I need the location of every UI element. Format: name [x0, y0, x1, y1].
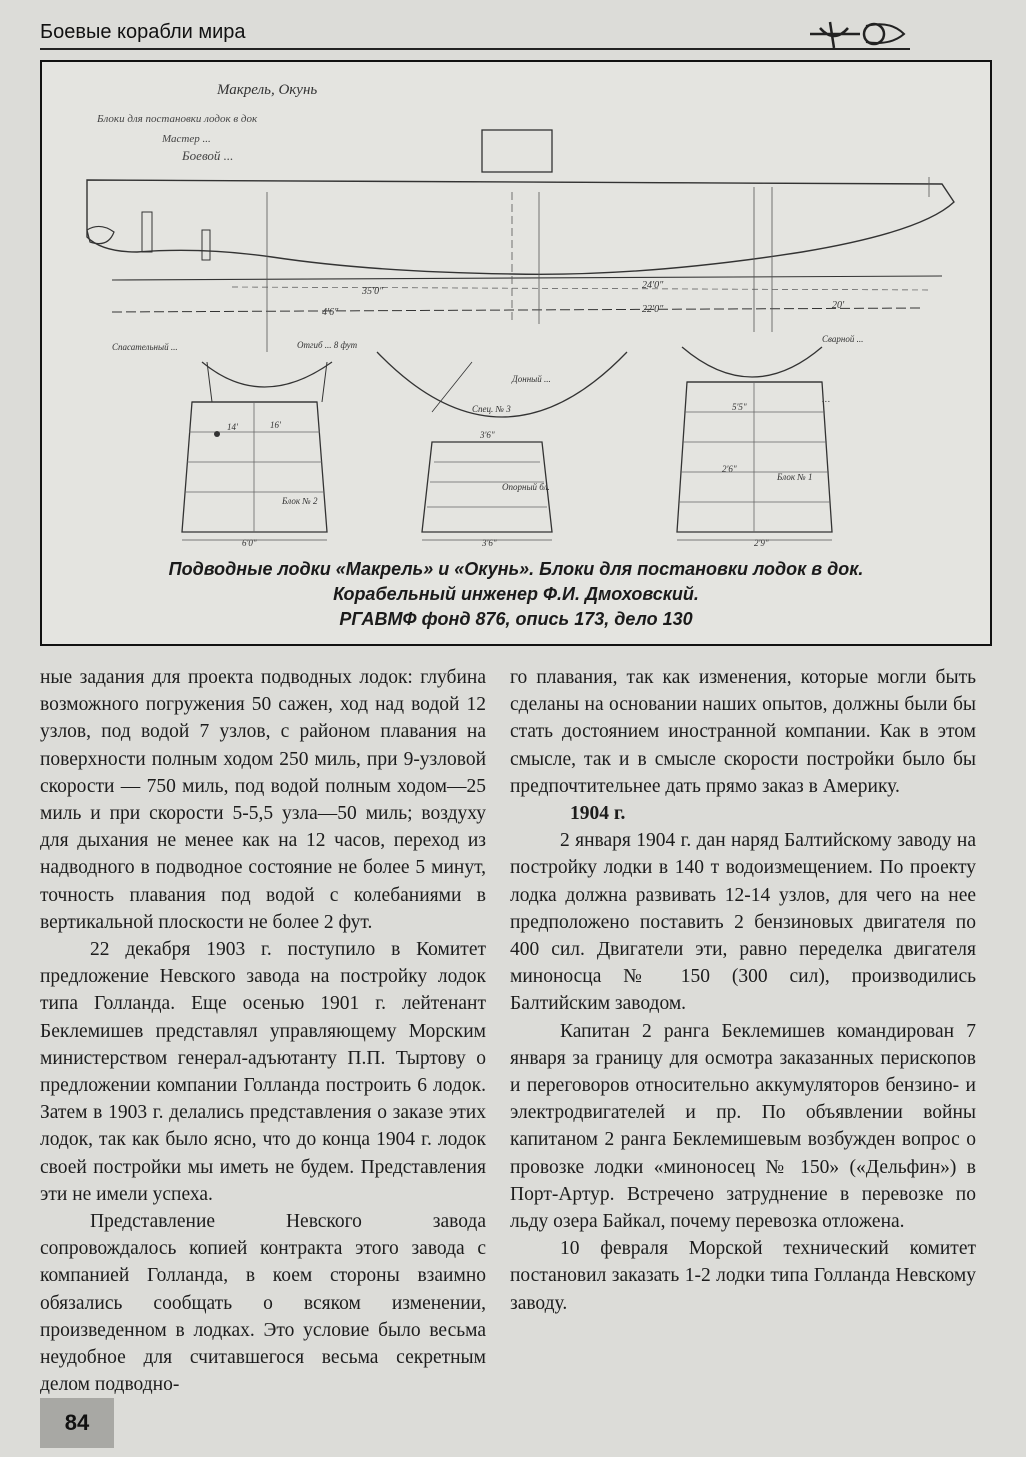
paragraph: 10 февраля Морской технический комитет постановил заказать 1-2 лодки типа Голланда Невскому заводу. [510, 1238, 976, 1314]
handwritten-line: Боевой ... [182, 148, 234, 163]
svg-text:4'6": 4'6" [322, 307, 339, 318]
svg-text:Блок № 1: Блок № 1 [777, 472, 813, 482]
page-number: 84 [40, 1398, 114, 1448]
text-column-right [510, 664, 976, 1317]
svg-text:Спасательный ...: Спасательный ... [112, 342, 178, 352]
svg-text:Отгиб ... 8 фут: Отгиб ... 8 фут [297, 340, 358, 350]
svg-text:3'6": 3'6" [482, 538, 497, 548]
svg-text:5'5": 5'5" [732, 402, 747, 412]
svg-text:Опорный бл.: Опорный бл. [502, 482, 550, 492]
year-heading: 1904 г. [570, 803, 626, 825]
svg-text:Сварной ...: Сварной ... [822, 334, 864, 344]
paragraph: Представление Невского завода сопровождалось копией контракта этого завода с компанией Голланда, в коем стороны взаимно обязались сообщать о всяком изменении, произведенном в лодках. Это условие было весьма неудобное для считавшегося весьма секретным делом подводно- [40, 1211, 486, 1396]
dock-block-right [677, 382, 832, 532]
svg-text:Спец. № 3: Спец. № 3 [472, 404, 511, 414]
svg-text:3'6": 3'6" [480, 430, 495, 440]
text-column-left [40, 664, 486, 1398]
paragraph: 2 января 1904 г. дан наряд Балтийскому заводу на постройку лодки в 140 т водоизмещением. По проекту лодка должна развивать 12-14 узлов, для чего на нее предположено поставить 2 бензиновых двигателя по 400 сил. Двигатели эти, равно переделка двигателя миноносца № 150 (300 сил), производились Балтийским заводом. [510, 830, 976, 1015]
caption-line: Подводные лодки «Макрель» и «Окунь». Блоки для постановки лодок в док. [168, 559, 864, 579]
svg-text:Донный ...: Донный ... [512, 374, 551, 384]
svg-text:…: … [822, 394, 831, 404]
page-header [40, 14, 910, 50]
drawing-figure [40, 60, 992, 646]
svg-text:2'9": 2'9" [754, 538, 769, 548]
figure-caption [42, 557, 990, 632]
svg-text:Блок № 2: Блок № 2 [282, 496, 318, 506]
svg-text:2'6": 2'6" [722, 464, 737, 474]
submarine-dock-blocks-drawing [42, 62, 990, 607]
svg-text:6'0": 6'0" [242, 538, 257, 548]
submarine-hull [87, 180, 954, 274]
handwritten-title: Макрель, Окунь [217, 82, 318, 98]
svg-text:22'0": 22'0" [642, 304, 664, 315]
caption-line: Корабельный инженер Ф.И. Дмоховский. [333, 584, 699, 604]
paragraph: го плавания, так как изменения, которые могли быть сделаны на основании наших опытов, должны были бы стать достоянием иностранной компании. Как в этом смысле, так и в смысле скорости постройки было бы предпочтительнее дать прямо заказ в Америку. [510, 667, 976, 797]
caption-line: РГАВМФ фонд 876, опись 173, дело 130 [339, 609, 693, 629]
ship-anchor-logo-icon [800, 14, 910, 54]
svg-text:16': 16' [270, 420, 281, 430]
paragraph: 22 декабря 1903 г. поступило в Комитет предложение Невского завода на постройку лодок типа Голланда. Еще осенью 1901 г. лейтенант Беклемишев представлял управляющему Морским министерством генерал-адъютанту П.П. Тыртову о предложении компании Голланда построить 6 лодок. Затем в 1903 г. делались представления о заказе этих лодок, так как было ясно, что до конца 1904 г. лодок своей постройки мы иметь не будем. Представления эти не имели успеха. [40, 939, 486, 1205]
svg-text:20': 20' [832, 300, 845, 311]
svg-text:24'0": 24'0" [642, 280, 664, 291]
running-title: Боевые корабли мира [40, 21, 246, 43]
svg-text:14': 14' [227, 422, 238, 432]
handwritten-line: Блоки для постановки лодок в док [97, 113, 258, 125]
svg-text:35'0": 35'0" [362, 286, 384, 297]
handwritten-line: Мастер ... [162, 133, 211, 145]
paragraph: ные задания для проекта подводных лодок: глубина возможного погружения 50 сажен, ход над водой 12 узлов, под водой 7 узлов, с районом плавания на поверхности полным ходом 250 миль, при 9-узловой скорости — 750 миль, под водой полным ходом—25 миль и при скорости 5-5,5 узла—50 миль; воздуху для дыхания не менее как на 12 часов, переход из надводного в подводное состояние не более 5 минут, точность плавания под водой с колебаниями в вертикальной плоскости не более 2 фут. [40, 667, 486, 933]
paragraph: Капитан 2 ранга Беклемишев командирован 7 января за границу для осмотра заказанных перископов и переговоров относительно аккумуляторов бензино- и электродвигателей и пр. По объявлении войны капитаном 2 ранга Беклемишевым возбужден вопрос о провозке лодки «миноносец № 150» («Дельфин») в Порт-Артур. Встречено затруднение в перевозке по льду озера Байкал, почему перевозка отложена. [510, 1020, 976, 1233]
dock-block-left [182, 402, 327, 532]
